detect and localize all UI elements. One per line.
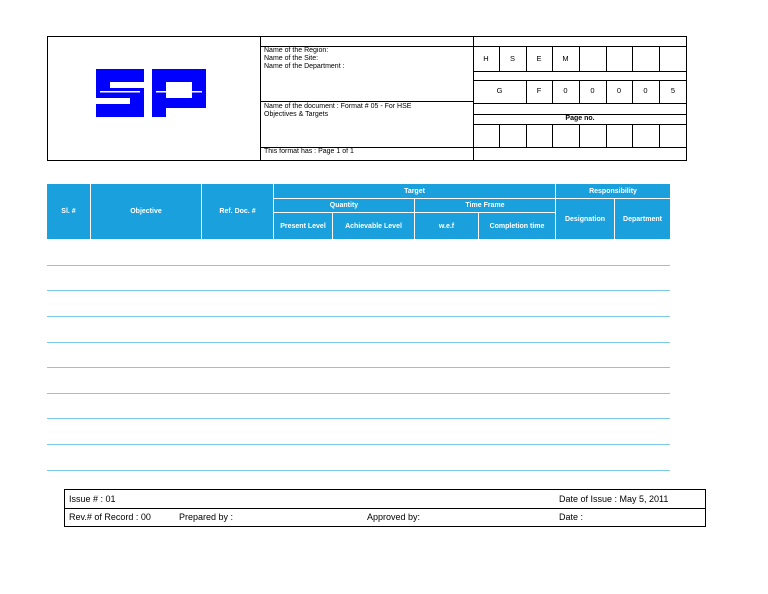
code-cell: M [562,54,569,63]
col-objective: Objective [91,184,201,239]
code-cell: H [483,54,489,63]
table-row [47,393,670,394]
prepared-by: Prepared by : [179,512,234,522]
code-cell: F [536,86,542,95]
sp-logo-icon [96,69,206,117]
col-present-level: Present Level [274,213,332,239]
col-department: Department [615,199,670,239]
col-quantity: Quantity [274,199,414,212]
region-site-department-labels: Name of the Region: Name of the Site: Name of the Department : [264,47,345,70]
code-cell: 5 [670,86,676,95]
code-cell: 0 [563,86,568,95]
table-row [47,470,670,471]
page-count-label: This format has : Page 1 of 1 [264,148,354,155]
code-cell: 0 [643,86,648,95]
date-field: Date : [559,512,584,522]
document-header [47,36,687,161]
code-cell: 0 [616,86,622,95]
code-cell: S [509,54,515,63]
col-sl: Sl. # [47,184,90,239]
table-row [47,418,670,419]
col-wef: w.e.f [415,213,478,239]
col-completion-time: Completion time [479,213,555,239]
revision-number: Rev.# of Record : 00 [69,512,151,522]
table-row [47,367,670,368]
col-designation: Designation [556,199,614,239]
col-responsibility: Responsibility [556,184,670,198]
col-target: Target [274,184,555,198]
col-ref-doc: Ref. Doc. # [202,184,273,239]
col-achievable-level: Achievable Level [333,213,414,239]
document-footer [64,489,706,527]
issue-number: Issue # : 01 [69,494,116,504]
code-cell: 0 [590,86,595,95]
page-no-label: Page no. [565,115,595,122]
date-of-issue: Date of Issue : May 5, 2011 [559,494,669,504]
code-cell: E [536,54,542,63]
table-row [47,265,670,266]
code-cell: G [496,86,503,95]
approved-by: Approved by: [367,512,421,522]
col-time-frame: Time Frame [415,199,555,212]
table-row [47,444,670,445]
document-name-label: Name of the document : Format # 05 - For HSE Objectives & Targets [264,103,412,118]
table-row [47,342,670,343]
table-row [47,316,670,317]
table-row [47,290,670,291]
